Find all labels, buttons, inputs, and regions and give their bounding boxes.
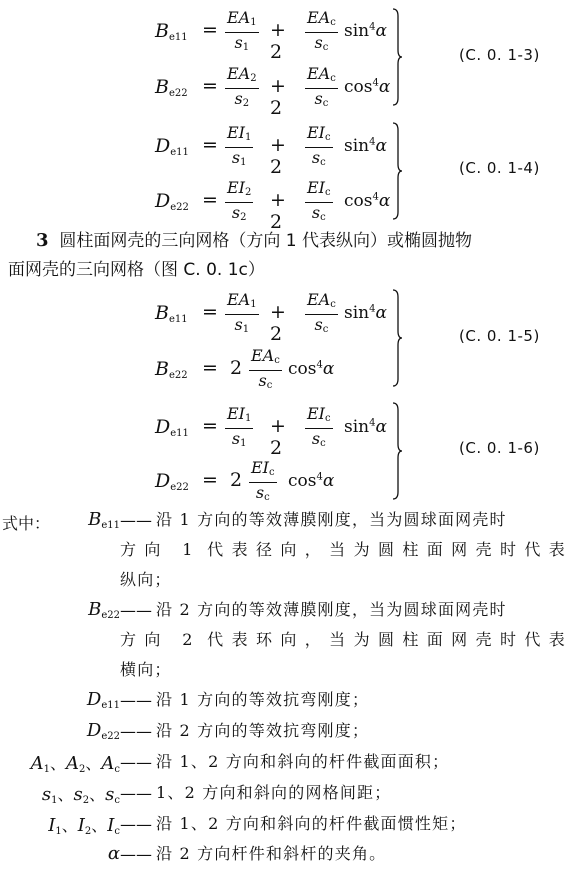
def-desc-s: 1、2 方向和斜向的网格间距；: [156, 783, 392, 802]
fraction: $\frac{EA_1}{s_1}$: [227, 290, 257, 335]
equation-number: (C. 0. 1-3): [459, 46, 540, 64]
item-3-paragraph: 3 圆柱面网壳的三向网格（方向 1 代表纵向）或椭圆抛物 面网壳的三向网格（图 C. 0. 1c）: [8, 230, 472, 280]
fraction: $EA_c$ $s_c$: [307, 290, 336, 335]
def-term-Be11: $B_{e11}$: [88, 509, 120, 531]
def-term-A: $A_1$、$A_2$、$A_c$: [30, 753, 120, 775]
def-term-alpha: α: [107, 843, 120, 864]
def-desc-A: 沿 1、2 方向和斜向的杆件截面面积；: [156, 752, 450, 771]
equation-number: (C. 0. 1-6): [459, 439, 540, 457]
fraction: $EI_c$ $s_c$: [307, 178, 331, 223]
where-label: 式中：: [2, 514, 51, 533]
def-term-De22: $D_{e22}$: [86, 720, 120, 742]
def-term-De11: $D_{e11}$: [86, 689, 120, 711]
def-desc-alpha: 沿 2 方向杆件和斜杆的夹角。: [156, 844, 387, 863]
right-brace-icon: [392, 8, 403, 106]
def-desc-De22: 沿 2 方向的等效抗弯刚度；: [156, 721, 370, 740]
equation-number: (C. 0. 1-4): [459, 159, 540, 177]
def-term-I: $I_1$、$I_2$、$I_c$: [48, 815, 120, 837]
right-brace-icon: [392, 402, 403, 500]
def-desc-Be11: 沿 1 方向的等效薄膜刚度，当为圆球面网壳时 方向 1 代表径向，当为圆柱面网壳时代表 纵向；: [120, 510, 566, 589]
def-desc-Be22: 沿 2 方向的等效薄膜刚度，当为圆球面网壳时 方向 2 代表环向，当为圆柱面网壳时代表 横向；: [120, 600, 566, 679]
def-desc-De11: 沿 1 方向的等效抗弯刚度；: [156, 690, 370, 709]
equation-number: (C. 0. 1-5): [459, 327, 540, 345]
fraction: $\frac{EI_2}{s_2}$: [227, 178, 252, 223]
def-term-Be22: $B_{e22}$: [88, 599, 120, 621]
fraction: $\frac{EI_1}{s_1}$: [227, 404, 252, 449]
fraction: $EA_c$ $s_c$: [307, 8, 336, 53]
fraction: $EI_c$ $s_c$: [307, 404, 331, 449]
fraction: $EI_c$ $s_c$: [307, 123, 331, 168]
right-brace-icon: [392, 289, 403, 387]
def-desc-I: 沿 1、2 方向和斜向的杆件截面惯性矩；: [156, 814, 467, 833]
fraction: $\frac{EI_1}{s_1}$: [227, 123, 252, 168]
def-term-s: $s_1$、$s_2$、$s_c$: [41, 784, 120, 806]
right-brace-icon: [392, 122, 403, 220]
fraction: $EA_c$ $s_c$: [251, 346, 280, 391]
fraction: $EA_c$ $s_c$: [307, 64, 336, 109]
equation-lhs: $B_{e11}$: [155, 20, 188, 43]
fraction: $\frac{EA_1}{s_1}$: [227, 8, 257, 53]
fraction: $\frac{EA_2}{s_2}$: [227, 64, 257, 109]
fraction: $EI_c$ $s_c$: [251, 458, 275, 503]
